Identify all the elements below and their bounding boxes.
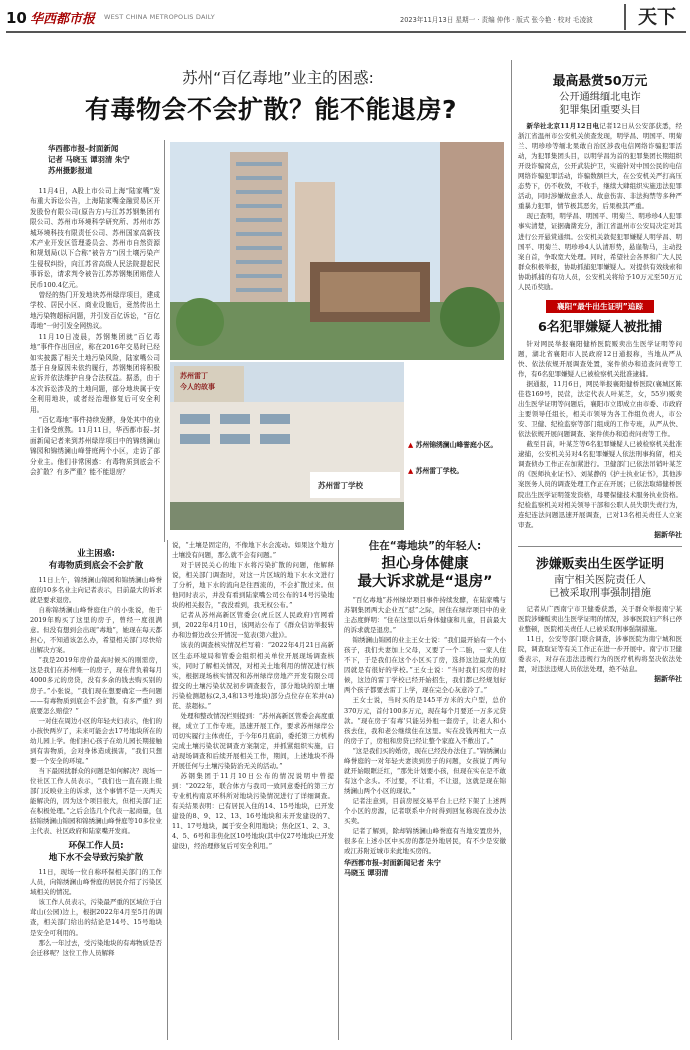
arrest-headline: 6名犯罪嫌疑人被批捕 — [537, 319, 663, 335]
body-paragraph: 该表的调查核实情况栏写着：“2022年4月21日高新区生态环境局和管委会组织相关单位开展现场调查核实，同时了解相关情况，对相关土地利用的情况进行核实，根据现场核实情况和苏州绿岸房地产开发有限公司提交的土壤污染状况初步调查报告，部分地块的原土壤污染检测超标(2,3,4和13号地块)部分点位存在苯并(a)芘、萘超标。” — [172, 641, 334, 710]
paragraph-text: 记者12日从公安部获悉，经浙江省温州市公安机关侦查发现，明学昌、明国平、明菊兰、明珍珍等缅北果敢自治区涉我电信网络诈骗犯罪活动，为犯罪集团头目，以明学昌为首的犯罪集团长期组织开设诈骗窝点，公开武装护卫，实施针对中国公民的电信网络诈骗犯罪活动，诈骗数额巨大，在公安机关严打高压态势下，仍不收敛，不收手，继续大肆组织实施违法犯罪活动，同时涉嫌故意杀人、故意伤害、非法拘禁等多种严重暴力犯罪，情节极其恶劣，后果极其严重。 — [518, 122, 683, 211]
intro-paragraph: 曾经的热门开发地块苏州绿岸项目，建成学校、居民小区、商业设施后，竟然传出土地污染物超标问题，并引发百亿诉讼，“百亿毒地”一时引发全网热议。 — [30, 291, 160, 331]
story-source: 华西都市报–封面新闻记者 朱宁 马晓玉 谭羽清 — [344, 859, 441, 878]
caption-text: 苏州雷丁学校。 — [415, 467, 464, 475]
school-nameplate: 苏州雷丁学校 — [318, 481, 363, 490]
right-column — [518, 70, 682, 684]
body-paragraph: 锦绣澜山锦园的业主王女士说：“我们最开始有一个小孩子，我们夫妻加上父母，又要了一个二胎，一家人住不下，于是我们在这个小区买了房，选择这边最大的原因就是有很好的学校。”王女士说：“当时我们买房的时候，这边的雷丁学校已经开始招生，我们都已经规划好两个孩子都要去雷丁上学，现在完全心灰意冷了。” — [344, 636, 506, 695]
body-paragraph: “这是我们买的婚房，现在已经没办法住了。”锦绣澜山峰誉庭的一对年轻夫妻读到房子的问题，女孩说了两句就开始眼眶泛红，“那先计划要小孩，但现在实在是不敢有这个念头。不过要，不让看，不让退，这就是现在锦绣澜山两个小区的现状。” — [344, 746, 506, 795]
wanted-subhead: 公开通缉缅北电诈 犯罪集团重要头目 — [559, 92, 641, 116]
byline-line: 苏州摄影报道 — [48, 166, 93, 175]
story-source: 据新华社 — [654, 530, 682, 539]
body-paragraph: 针对网民举报襄阳健桥医院贩卖出生医学证明等问题，湖北省襄阳市人民政府12日通报称，当地从严从快、依法依规开展调查处置，案件侦办和追查问责等工作，有6名犯罪嫌疑人已被检察机关批准逮捕。 — [518, 339, 682, 378]
body-paragraph: 自称锦绣澜山峰誉庭住户的小张说，他于2019年购买了这里的房子，曾经一度很满意。但没有想到会出现“毒地”，她现在每天都担心，不知道该怎么办，希望相关部门尽快给出解决方案。 — [30, 606, 162, 655]
paper-name: 华西都市报 — [30, 12, 96, 27]
story-source: 据新华社 — [654, 675, 682, 684]
follow-up-banner: 襄阳“最牛出生证明”追踪 — [546, 300, 654, 313]
body-paragraph: “百亿毒地”苏州绿岸项目事件持续发酵，在陆家嘴与苏钢集团两大企业互“怼”之际，居住在绿岸项目中的业主态度鲜明：“住在这里以后身体健康和儿童，目前最大的诉求就是退房。” — [344, 596, 506, 635]
photo-school — [170, 362, 404, 530]
body-paragraph: 11日上午，锦绣澜山锦园和锦绣澜山峰誉庭的10多名业主向记者表示，目前最大的诉求就是要求退房。 — [30, 576, 162, 605]
body-paragraph: “我是2019年房价最高时候买的刚需房，这是我们在苏州唯一的房子，现在背负着每月4000多元的房贷，没有多余的钱去购买别的房子。”小张说，“我们现在想要确定一些问题——有毒物质到底会不会扩散，有多严重？到底要怎么赔偿？” — [30, 656, 162, 715]
body-paragraph: 那么一年过去，受污染地块的有毒物质是否会迁移呢？这位工作人员解释 — [30, 938, 162, 957]
story-kicker: 住在“毒地块”的年轻人: — [368, 540, 482, 552]
column-rule-bottom-left — [167, 540, 168, 1040]
body-paragraph: 王女士说，当时买的是145平方米的大户型，总价370万元，首付100多万元，现在每个月要还一万多元贷款。“现在房子‘有毒’只能另外租一套房子，让老人和小孩去住，我和老公继续住在这里。实在没钱再租大一点的房子了，房租和房贷已经让整个家庭入不敷出了。” — [344, 696, 506, 745]
body-paragraph: 据通报，11月6日，网民举报襄阳健桥医院(襄城区陈佳巷169号，民营，法定代表人叶某芝，女，55岁)贩卖出生医学证明等问题后，襄阳市立即成立由市委、市政府主要领导任组长，相关市领导为各工作组负责人，市公安、卫健、纪检监察等部门组成的工作专班，从严从快、依法依规开展问题调查、案件侦办和追责问责等工作。 — [518, 379, 682, 439]
body-paragraph: 记者注意到，目前房屋交易平台上已经下架了上述两个小区的房源，记者联系中介时得到回复称现在没办法买卖。 — [344, 796, 506, 826]
intro-paragraph: 11月10日凌晨，苏钢集团就“百亿毒地”事件作出回应，称在2016年交易时已经如实披露了相关土地污染风险，陆家嘴公司基于自身原因未依约履行，苏钢集团将积极应诉并依法维护自身合法权益。据悉，由于本次诉讼涉及的土地问题，部分地块属于安全利用地块，或者经治理修复后可安全利用。 — [30, 332, 160, 414]
wanted-headline: 最高悬赏50万元 — [552, 74, 648, 89]
caption-marker-icon: ▲ — [408, 441, 414, 449]
body-paragraph: 说，“土壤是固定的，不像地下水会流动。如果这个地方土壤没有问题，那么就不会有问题。” — [172, 541, 334, 560]
left-bottom-column — [30, 548, 162, 958]
byline-line: 华西都市报–封面新闻 — [48, 144, 119, 153]
young-residents-story — [344, 538, 506, 878]
body-paragraph: 11日，公安等部门联合调查，涉事医院为南宁城和医院，调查取证等有关工作正在进一步开展中。南宁市卫健委表示，对存在违法违规行为的医疗机构将坚决依法处置，对违法违规人员依法处理，绝不姑息。 — [518, 634, 682, 673]
caption-marker-icon: ▲ — [408, 467, 414, 475]
lead-kicker: 苏州“百亿毒地”业主的困惑: — [182, 69, 374, 87]
issue-meta: 2023年11月13日 星期一 · 责编 仲伟 · 版式 张今艳 · 校对 毛凌波 — [400, 16, 593, 24]
body-paragraph: 处理和整改情况栏则提到：“苏州高新区管委会高度重视，成立了工作专班，迅速开展工作，要求苏州绿岸公司切实履行主体责任，于今年6月底前，委托第三方机构完成土壤污染状况调查方案制定，并抓紧组织实施，启动现场调查和后续开展相关工作，期间，上述地块不得开展任何与土壤污染防治无关的活动。” — [172, 711, 334, 771]
towers-illustration — [170, 142, 504, 360]
certificate-headline: 涉嫌贩卖出生医学证明 — [536, 556, 664, 572]
lead-headline: 有毒物会不会扩散？能不能退房? — [84, 95, 457, 124]
left-col-rule — [164, 140, 165, 542]
body-paragraph: 当下最困扰群众的问题是如何解决？现场一位社区工作人员表示，“我们也一直在跟上级部门反映业主的诉求，这个事情不是一天两天能解决的，因为这个项目很大，但相关部门正在积极处理。”之后会选几个代表一起商量，包括锦绣澜山锦园和锦绣澜山峰誉庭等10多位业主代表、社区政府和陆家嘴开发商。 — [30, 766, 162, 836]
dateline: 新华社北京11月12日电 — [526, 122, 600, 130]
column-rule-bottom-mid — [338, 540, 339, 1040]
lead-byline — [48, 143, 168, 176]
intro-paragraph: 11月4日，A股上市公司上海“陆家嘴”发布重大诉讼公告，上海陆家嘴金融贸易区开发股份有限公司(原告方)与江苏苏钢集团有限公司、苏州市环境科学研究所、苏州市苏城环境科技有限责任公司、苏州国家高新技术产业开发区管理委员会、苏州市自然资源和规划局(以下合称“被告方”)因土壤污染产生侵权纠纷，向江苏省高级人民法院提起民事诉讼，请求判令被告江苏苏钢集团赔偿人民币100.4亿元。 — [30, 187, 160, 289]
body-paragraph: 现已查明，明学昌、明国平、明菊兰、明珍珍4人犯罪事实清楚，证据确凿充分，浙江省温州市公安局决定对其进行公开悬赏通缉。公安机关敦促犯罪嫌疑人明学昌、明国平、明菊兰、明珍珍4人认清形势，悬崖勒马，主动投案自首，争取宽大处理。同时，希望社会各界和广大人民群众积极举报，协助抓捕犯罪嫌疑人。对提供有效线索和协助抓捕的有功人员，公安机关将给予10万元至50万元人民币奖励。 — [518, 212, 682, 291]
middle-continuation-column — [172, 540, 334, 851]
subhead-owners: 业主困惑: 有毒物质到底会不会扩散 — [48, 549, 144, 571]
body-paragraph: 对于居民关心的地下水将污染扩散的问题，他解释说，相关部门调查时，对这一片区域的地下水水文进行了分析，地下水的流向是往西流的，不会扩散过来。但他同时表示，并没有看到陆家嘴公司公布的14号污染地块的相关报告，“我没看到，我无权公布。” — [172, 561, 334, 610]
photo-caption-1 — [408, 440, 508, 450]
body-paragraph: 记者从广西南宁市卫健委获悉，关于群众举报南宁某医院涉嫌贩卖出生医学证明的情况，涉事医院妇产科已停业整顿，医院相关责任人已被采取刑事强制措施。 — [518, 604, 682, 633]
body-paragraph: 该工作人员表示，污染最严重的区域位于白茸山(公园)边上，根据2022年4月至5月的调查，相关部门给出的结论是14号、15号地块是安全可利用的。 — [30, 898, 162, 937]
body-paragraph: 截至目前，叶某芝等6名犯罪嫌疑人已被检察机关批准逮捕，公安机关另对4名犯罪嫌疑人依法刑事拘留，相关调查侦办工作正在加紧进行。卫健部门已依法吊销叶某芝的《医师执业证书》、刘某静的《护士执业证书》，其他涉案医务人员的调查处理工作正在开展；已依法取缔健桥医院出生医学证明签发资格，母婴保健技术服务执业资格。纪检监察机关对相关领导干部和公职人员失职失责行为，连纪连法问题迅速开展调查，已对13名相关责任人立案审查。 — [518, 440, 682, 529]
photo-caption-2 — [408, 466, 508, 476]
school-sign: 苏州雷丁 今人的故事 — [180, 371, 215, 391]
body-paragraph: 11日，现场一位自称环保相关部门的工作人员，向锦绣澜山峰誉庭的居民介绍了污染区域相关的情况。 — [30, 868, 162, 897]
certificate-subhead: 南宁相关医院责任人 已被采取刑事强制措施 — [549, 574, 651, 599]
section-label: 天下 — [624, 4, 688, 30]
body-paragraph: 一对住在周边小区的年轻夫妇表示，他们的小孩快两岁了，未来可能会去17号地块所在的幼儿园上学。他们担心孩子在幼儿园长期接触到有害物质，会对身体造成损害，“我们只想要一个安全的环境。” — [30, 716, 162, 765]
story-divider — [518, 546, 682, 547]
body-paragraph: 苏钢集团于11月10日公布的情况说明中曾提到：“2022年，联合体方与我司一致同意委托的第三方专业机构南京环科所对地块污染情况进行了详细调查。有关结果表明：已有居民入住的14、15号地块，已开发建设的8、9、12、13、16号地块和未开发建设的7、11、17号地块，属于安全利用地块；焦化区1、2、3、4、5、6号和非焦化区10号地块(其中仅27号地块已开发建设)，经治理修复后可安全利用。” — [172, 772, 334, 851]
story-headline: 担心身体健康 最大诉求就是“退房” — [357, 556, 493, 590]
masthead-rule — [6, 31, 686, 33]
lead-intro — [30, 186, 160, 477]
photo-residential-towers — [170, 142, 504, 360]
caption-text: 苏州锦绣澜山峰誉庭小区。 — [415, 441, 498, 449]
paper-name-en: WEST CHINA METROPOLIS DAILY — [104, 13, 215, 21]
body-paragraph — [518, 121, 682, 211]
intro-paragraph: “百亿毒地”事件持续发酵，身处其中的业主们备受煎熬。11月11日，华西都市报–封面新闻记者来到苏州绿岸项目中的锦绣澜山锦园和锦绣澜山峰誉庭两个小区，走访了部分业主。他们非常困惑：有毒物质到底会不会扩散？有多严重？能不能退房？ — [30, 415, 160, 476]
page-number: 10 — [6, 9, 27, 27]
body-paragraph: 记者了解到，除却锦绣澜山峰誉庭有当地安置房外，很多在上述小区中买房的都是外地居民，有不少是安徽或江苏附近城市来此地买房的。 — [344, 827, 506, 856]
column-rule-right — [511, 60, 512, 1040]
subhead-environment: 环保工作人员: 地下水不会导致污染扩散 — [48, 841, 144, 864]
byline-line: 记者 马晓玉 谭羽清 朱宁 — [48, 155, 130, 164]
body-paragraph: 记者从苏州高新区管委会(虎丘区人民政府)官网看到，2022年4月10日，该网站公布了《群众信访举报转办和边督边改公开情况一览表(第六批)》。 — [172, 611, 334, 640]
